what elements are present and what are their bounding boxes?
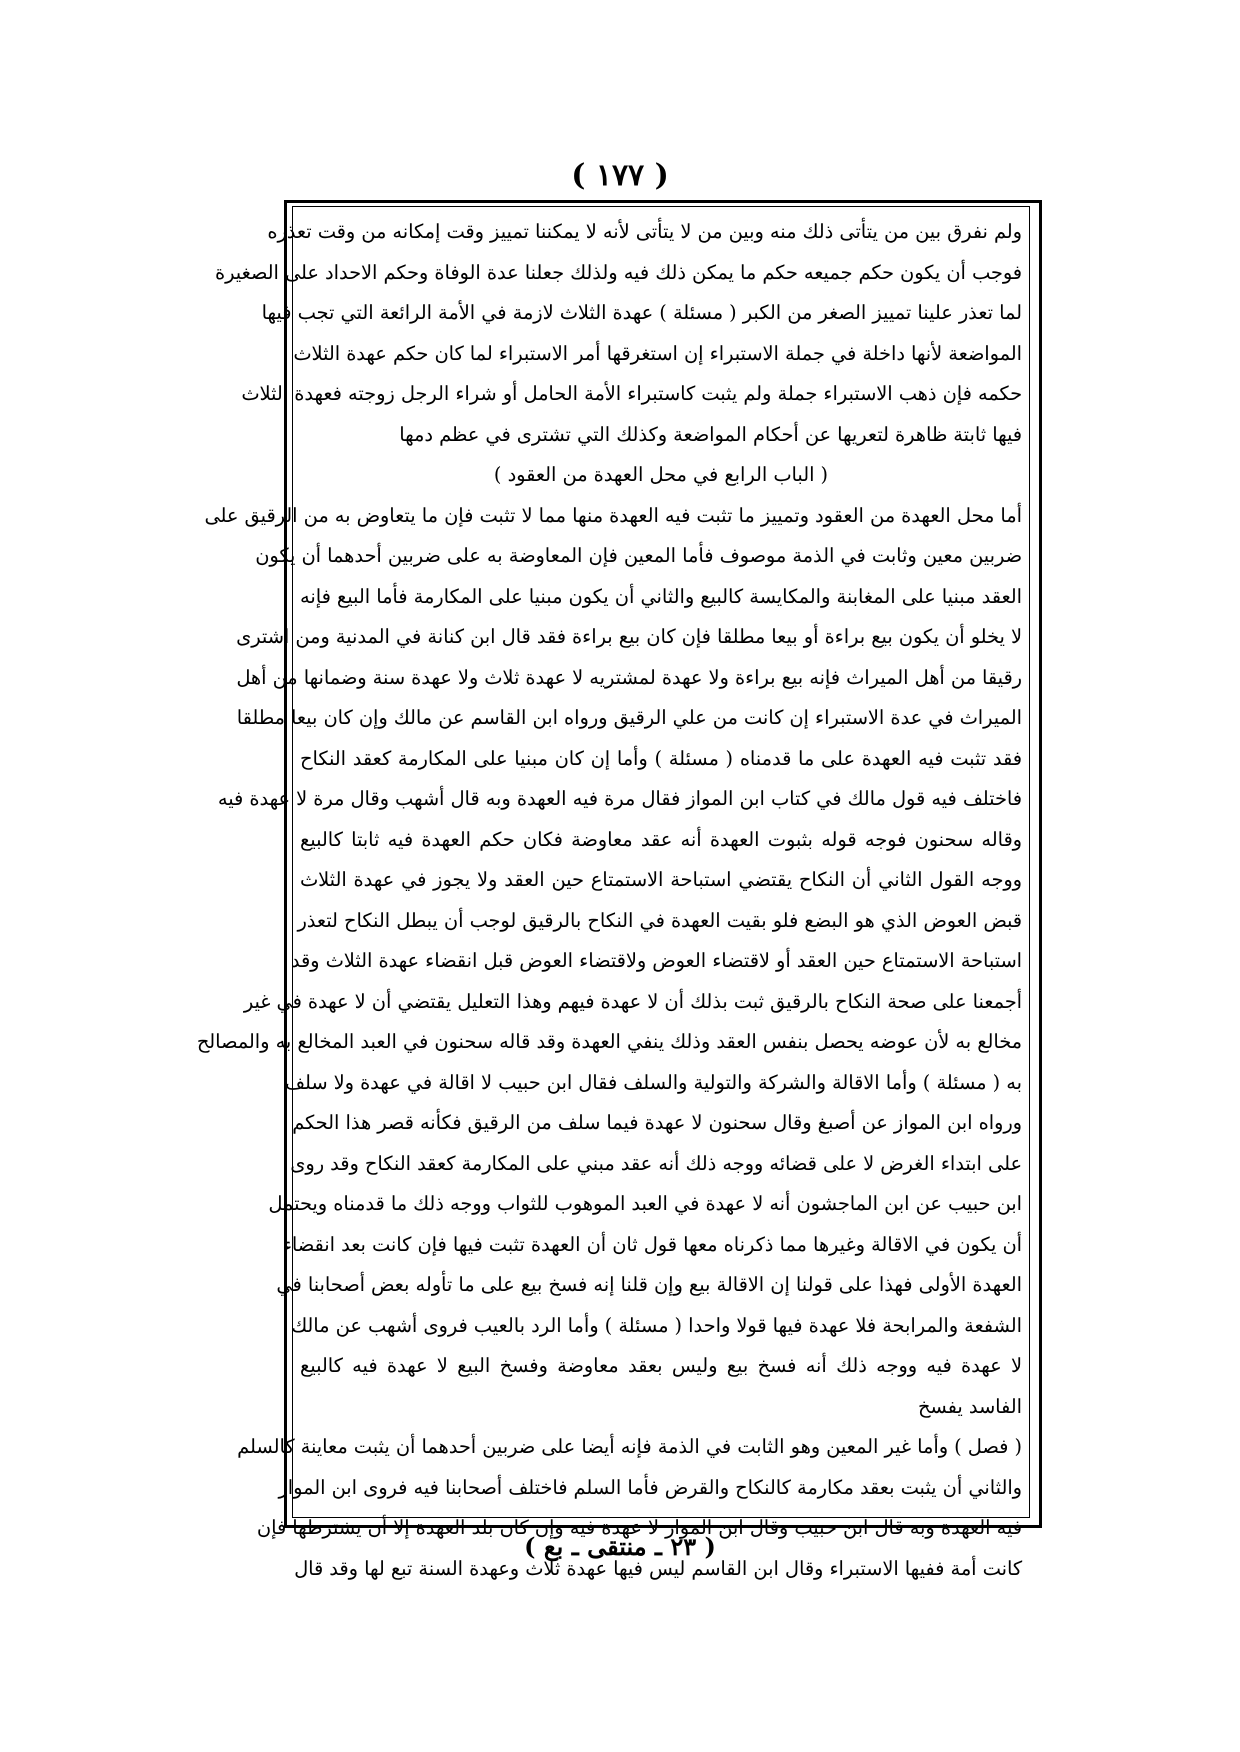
text-line: كانت أمة ففيها الاستبراء وقال ابن القاسم ليس فيها عهدة ثلاث وعهدة السنة تبع لها وقد قال: [294, 1556, 1022, 1580]
text-line: لما تعذر علينا تمييز الصغر من الكبر ( مسئلة ) عهدة الثلاث لازمة في الأمة الرائعة التي تجب فيها: [261, 301, 1022, 324]
section-start-line: ( فصل ) وأما غير المعين وهو الثابت في الذمة فإنه أيضا على ضربين أحدهما أن يثبت معاينة كالسلم: [237, 1435, 1022, 1458]
text-line: فيها ثابتة ظاهرة لتعريها عن أحكام المواضعة وكذلك التي تشترى في عظم دمها: [399, 422, 1022, 446]
printer-signature: ( ٢٣ ـ منتقى ـ بع ): [524, 1532, 716, 1561]
text-line: لا عهدة فيه ووجه ذلك أنه فسخ بيع وليس بعقد معاوضة وفسخ البيع لا عهدة فيه كالبيع: [300, 1354, 1022, 1377]
text-line: فيه العهدة وبه قال ابن حبيب وقال ابن المواز لا عهدة فيه وإن كان بلد العهدة إلا أن يشترطها فإن: [256, 1516, 1022, 1539]
text-line: فوجب أن يكون حكم جميعه حكم ما يمكن ذلك فيه ولذلك جعلنا عدة الوفاة وحكم الاحداد على الصغيرة: [215, 260, 1022, 284]
text-line: والثاني أن يثبت بعقد مكارمة كالنكاح والقرض فأما السلم فاختلف أصحابنا فيه فروى ابن المواز: [278, 1475, 1022, 1499]
text-line: فاختلف فيه قول مالك في كتاب ابن المواز فقال مرة فيه العهدة وبه قال أشهب وقال مرة لا عهدة فيه: [217, 787, 1022, 810]
text-line: الفاسد يفسخ: [917, 1394, 1022, 1418]
text-line: ابن حبيب عن ابن الماجشون أنه لا عهدة في العبد الموهوب للثواب ووجه ذلك ما قدمناه ويحتمل: [268, 1192, 1022, 1215]
text-line: ضربين معين وثابت في الذمة موصوف فأما المعين فإن المعاوضة به على ضربين أحدهما أن يكون: [255, 544, 1022, 567]
text-line: فقد تثبت فيه العهدة على ما قدمناه ( مسئلة ) وأما إن كان مبنيا على المكارمة كعقد النكاح: [300, 746, 1022, 770]
chapter-heading: ( الباب الرابع في محل العهدة من العقود ): [493, 463, 829, 486]
text-line: المواضعة لأنها داخلة في جملة الاستبراء إن استغرقها أمر الاستبراء لما كان حكم عهدة الثلاث: [293, 341, 1022, 365]
text-line: به ( مسئلة ) وأما الاقالة والشركة والتولية والسلف فقال ابن حبيب لا اقالة في عهدة ولا سلف: [285, 1070, 1022, 1094]
text-line: قبض العوض الذي هو البضع فلو بقيت العهدة في النكاح بالرقيق لوجب أن يبطل النكاح لتعذر: [297, 908, 1022, 932]
page-number: ( ١٧٧ ): [571, 158, 669, 193]
text-line: ووجه القول الثاني أن النكاح يقتضي استباحة الاستمتاع حين العقد ولا يجوز في عهدة الثلاث: [300, 868, 1022, 891]
text-line: الميراث في عدة الاستبراء إن كانت من علي الرقيق ورواه ابن القاسم عن مالك وإن كان بيعا مطلقا: [236, 706, 1022, 729]
text-line: أما محل العهدة من العقود وتمييز ما تثبت فيه العهدة منها مما لا تثبت فإن ما يتعاوض به من الرقيق على: [204, 503, 1022, 527]
text-line: وقاله سحنون فوجه قوله بثبوت العهدة أنه عقد معاوضة فكان حكم العهدة فيه ثابتا كالبيع: [300, 827, 1022, 851]
text-line: مخالع به لأن عوضه يحصل بنفس العقد وذلك ينفي العهدة وقد قاله سحنون في العبد المخالع به والمصالح: [196, 1030, 1022, 1053]
text-line: الشفعة والمرابحة فلا عهدة فيها قولا واحدا ( مسئلة ) وأما الرد بالعيب فروى أشهب عن مالك: [291, 1313, 1022, 1337]
text-line: على ابتداء الغرض لا على قضائه ووجه ذلك أنه عقد مبني على المكارمة كعقد النكاح وقد روى: [290, 1151, 1022, 1175]
text-line: ورواه ابن المواز عن أصبغ وقال سحنون لا عهدة فيما سلف من الرقيق فكأنه قصر هذا الحكم: [292, 1111, 1022, 1134]
text-line: أن يكون في الاقالة وغيرها مما ذكرناه معها قول ثان أن العهدة تثبت فيها فإن كانت بعد انقضاء: [282, 1232, 1022, 1256]
text-line: رقيقا من أهل الميراث فإنه بيع براءة ولا عهدة لمشتريه لا عهدة ثلاث ولا عهدة سنة وضمانها من أهل: [236, 665, 1022, 689]
text-line: العهدة الأولى فهذا على قولنا إن الاقالة بيع وإن قلنا إنه فسخ بيع على ما تأوله بعض أصحابنا في: [276, 1273, 1022, 1296]
text-line: استباحة الاستمتاع حين العقد أو لاقتضاء العوض ولاقتضاء العوض قبل انقضاء عهدة الثلاث وقد: [290, 949, 1022, 972]
text-line: العقد مبنيا على المغابنة والمكايسة كالبيع والثاني أن يكون مبنيا على المكارمة فأما البيع فإنه: [300, 584, 1022, 608]
text-line: أجمعنا على صحة النكاح بالرقيق ثبت بذلك أن لا عهدة فيهم وهذا التعليل يقتضي أن لا عهدة في غير: [243, 989, 1022, 1013]
text-line: حكمه فإن ذهب الاستبراء جملة ولم يثبت كاستبراء الأمة الحامل أو شراء الرجل زوجته فعهدة الثلاث: [241, 382, 1022, 405]
text-line: ولم نفرق بين من يتأتى ذلك منه وبين من لا يتأتى لأنه لا يمكننا تمييز وقت إمكانه من وقت تعذره: [267, 220, 1022, 243]
text-line: لا يخلو أن يكون بيع براءة أو بيعا مطلقا فإن كان بيع براءة فقد قال ابن كنانة في المدنية ومن اشترى: [236, 625, 1022, 648]
